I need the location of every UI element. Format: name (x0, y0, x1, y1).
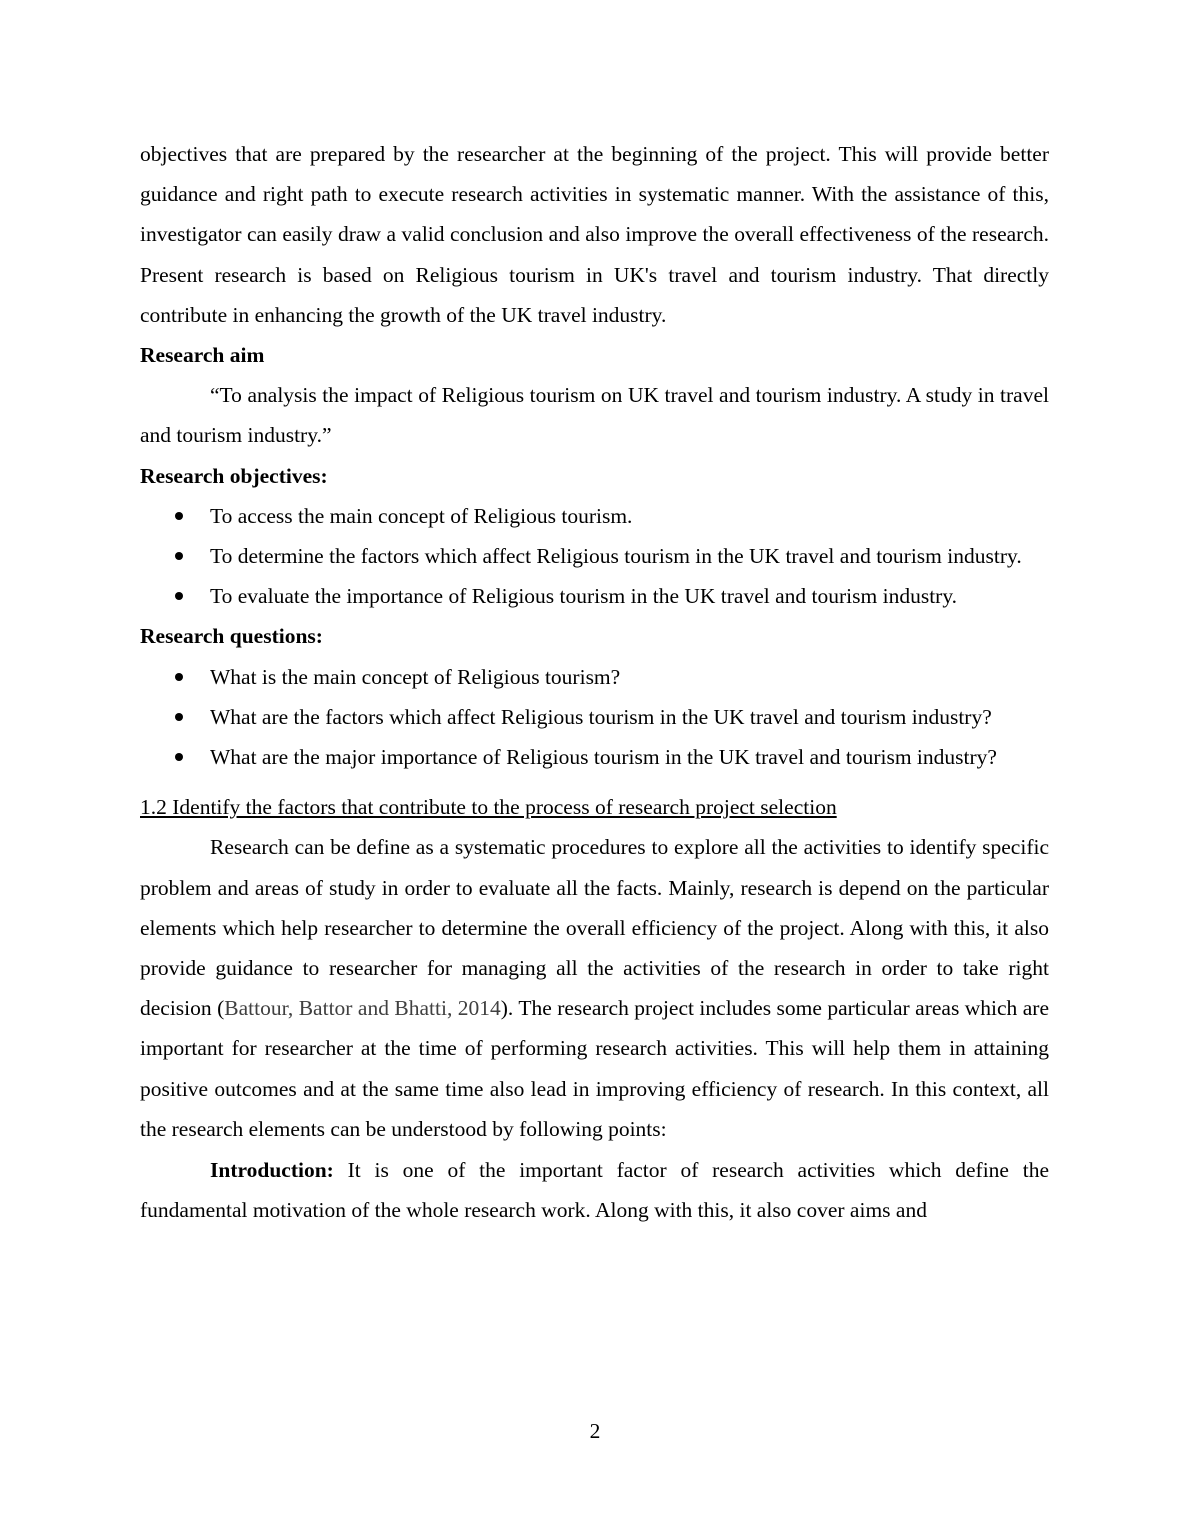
section-paragraph (140, 827, 1049, 1149)
bullet-icon (175, 592, 183, 600)
questions-list (140, 657, 1049, 778)
bullet-icon (175, 713, 183, 721)
research-questions-heading: Research questions: (140, 624, 323, 649)
list-item (140, 657, 1049, 697)
section-heading: 1.2 Identify the factors that contribute to the process of research project selection (140, 795, 837, 820)
research-aim-text: “To analysis the impact of Religious tourism on UK travel and tourism industry. A study in travel and tourism industry.” (140, 383, 1049, 448)
section-paragraph-part2: ). The research project includes some particular areas which are important for researcher at the time of performing research activities. This will help them in attaining positive outcomes and at the same time also lead in improving efficiency of research. In this context, all the research elements can be understood by following points: (140, 996, 1049, 1141)
question-text: What is the main concept of Religious tourism? (210, 664, 621, 689)
list-item (140, 697, 1049, 737)
list-item (140, 496, 1049, 536)
objective-text: To access the main concept of Religious tourism. (210, 503, 633, 528)
list-item (140, 576, 1049, 616)
bullet-icon (175, 552, 183, 560)
question-text: What are the factors which affect Religious tourism in the UK travel and tourism industry? (210, 704, 992, 729)
section-paragraph-part1: Research can be define as a systematic procedures to explore all the activities to identify specific problem and areas of study in order to evaluate all the facts. Mainly, research is depend on the particular elements which help researcher to determine the overall efficiency of the project. Along with this, it also provide guidance to researcher for managing all the activities of the research in order to take right decision ( (140, 835, 1049, 1021)
question-text: What are the major importance of Religious tourism in the UK travel and tourism industry? (210, 745, 997, 770)
introduction-text: It is one of the important factor of research activities which define the fundamental motivation of the whole research work. Along with this, it also cover aims and (140, 1158, 1049, 1223)
intro-paragraph-continued: objectives that are prepared by the researcher at the beginning of the project. This will provide better guidance and right path to execute research activities in systematic manner. With the assistance of this, investigator can easily draw a valid conclusion and also improve the overall effectiveness of the research. Present research is based on Religious tourism in UK's travel and tourism industry. That directly contribute in enhancing the growth of the UK travel industry. (140, 142, 1049, 327)
list-item (140, 536, 1049, 576)
objective-text: To determine the factors which affect Religious tourism in the UK travel and tourism industry. (210, 544, 1022, 569)
objectives-list (140, 496, 1049, 617)
bullet-icon (175, 753, 183, 761)
bullet-icon (175, 512, 183, 520)
list-item (140, 737, 1049, 777)
research-aim-heading: Research aim (140, 343, 265, 368)
page-body (140, 134, 1049, 1230)
citation: Battour, Battor and Bhatti, 2014 (224, 996, 501, 1021)
objective-text: To evaluate the importance of Religious tourism in the UK travel and tourism industry. (210, 584, 958, 609)
introduction-label: Introduction: (210, 1158, 334, 1183)
research-objectives-heading: Research objectives: (140, 463, 328, 488)
page-number: 2 (589, 1419, 601, 1443)
introduction-paragraph (140, 1150, 1049, 1230)
bullet-icon (175, 673, 183, 681)
